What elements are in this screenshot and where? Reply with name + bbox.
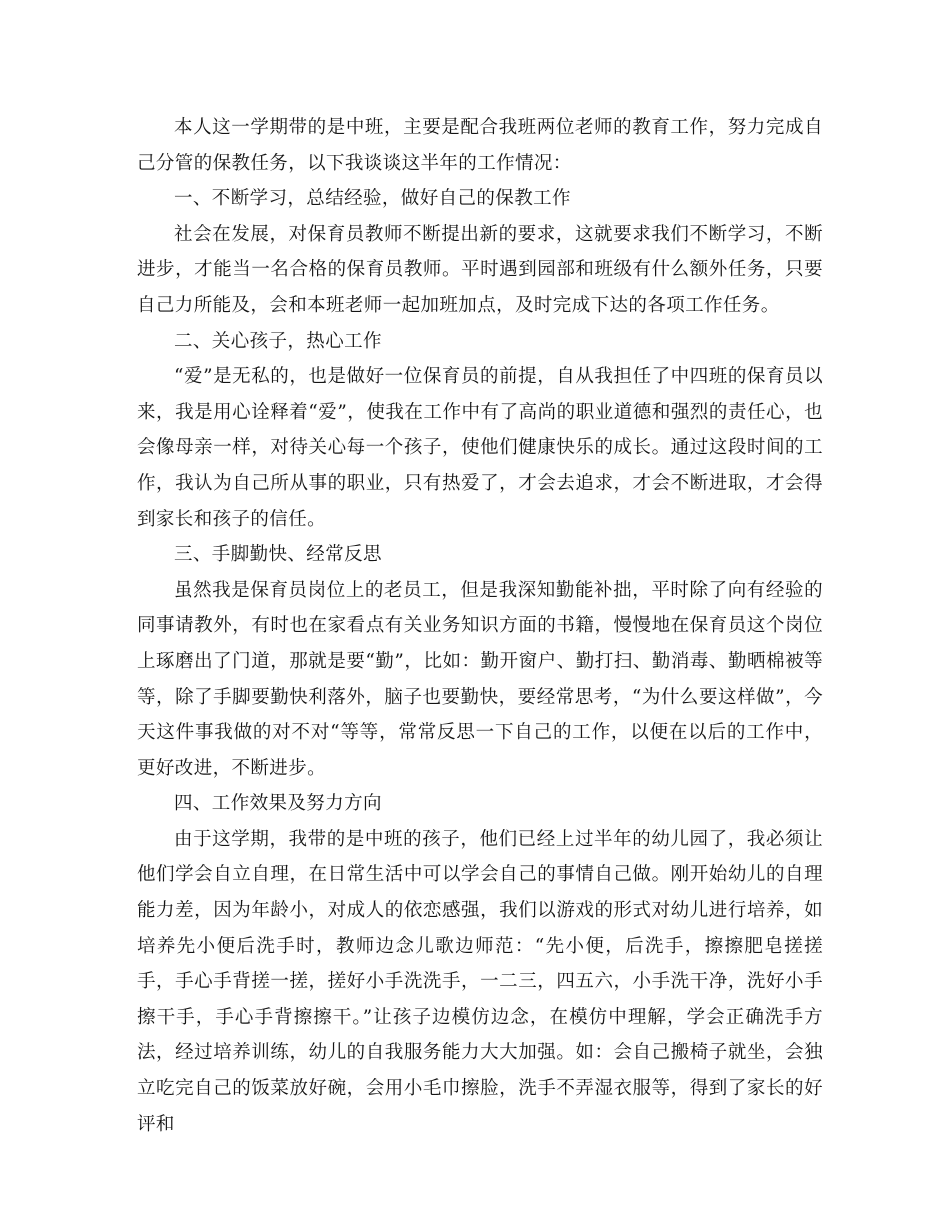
section-heading-4: 四、工作效果及努力方向	[174, 793, 382, 815]
section-2-paragraph: “爱”是无私的，也是做好一位保育员的前提，自从我担任了中四班的保育员以来，我是用心诠释着“爱”，使我在工作中有了高尚的职业道德和强烈的责任心，也会像母亲一样，对待关心每一个孩子，使他们健康快乐的成长。通过这段时间的工作，我认为自己所从事的职业，只有热爱了，才会去追求，才会不断进取，才会得到家长和孩子的信任。	[137, 366, 823, 530]
section-heading-2: 二、关心孩子，热心工作	[174, 330, 382, 352]
intro-paragraph: 本人这一学期带的是中班，主要是配合我班两位老师的教育工作，努力完成自己分管的保教任务，以下我谈谈这半年的工作情况：	[137, 117, 823, 174]
section-4-paragraph: 由于这学期，我带的是中班的孩子，他们已经上过半年的幼儿园了，我必须让他们学会自立自理，在日常生活中可以学会自己的事情自己做。刚开始幼儿的自理能力差，因为年龄小，对成人的依恋感强，我们以游戏的形式对幼儿进行培养，如培养先小便后洗手时，教师边念儿歌边师范：“先小便，后洗手，擦擦肥皂搓搓手，手心手背搓一搓，搓好小手洗洗手，一二三，四五六，小手洗干净，洗好小手擦干手，手心手背擦擦干。”让孩子边模仿边念，在模仿中理解，学会正确洗手方法，经过培养训练，幼儿的自我服务能力大大加强。如：会自己搬椅子就坐，会独立吃完自己的饭菜放好碗，会用小毛巾擦脸，洗手不弄湿衣服等，得到了家长的好评和	[137, 828, 823, 1135]
section-3-paragraph: 虽然我是保育员岗位上的老员工，但是我深知勤能补拙，平时除了向有经验的同事请教外，有时也在家看点有关业务知识方面的书籍，慢慢地在保育员这个岗位上琢磨出了门道，那就是要“勤”，比如：勤开窗户、勤打扫、勤消毒、勤晒棉被等等，除了手脚要勤快利落外，脑子也要勤快，要经常思考，“为什么要这样做”，今天这件事我做的对不对“等等，常常反思一下自己的工作，以便在以后的工作中，更好改进，不断进步。	[137, 579, 823, 779]
section-heading-3: 三、手脚勤快、经常反思	[174, 544, 382, 566]
section-heading-1: 一、不断学习，总结经验，做好自己的保教工作	[174, 188, 571, 210]
section-1-paragraph: 社会在发展，对保育员教师不断提出新的要求，这就要求我们不断学习，不断进步，才能当一名合格的保育员教师。平时遇到园部和班级有什么额外任务，只要自己力所能及，会和本班老师一起加班加点，及时完成下达的各项工作任务。	[137, 223, 823, 316]
document-body	[137, 110, 823, 1142]
